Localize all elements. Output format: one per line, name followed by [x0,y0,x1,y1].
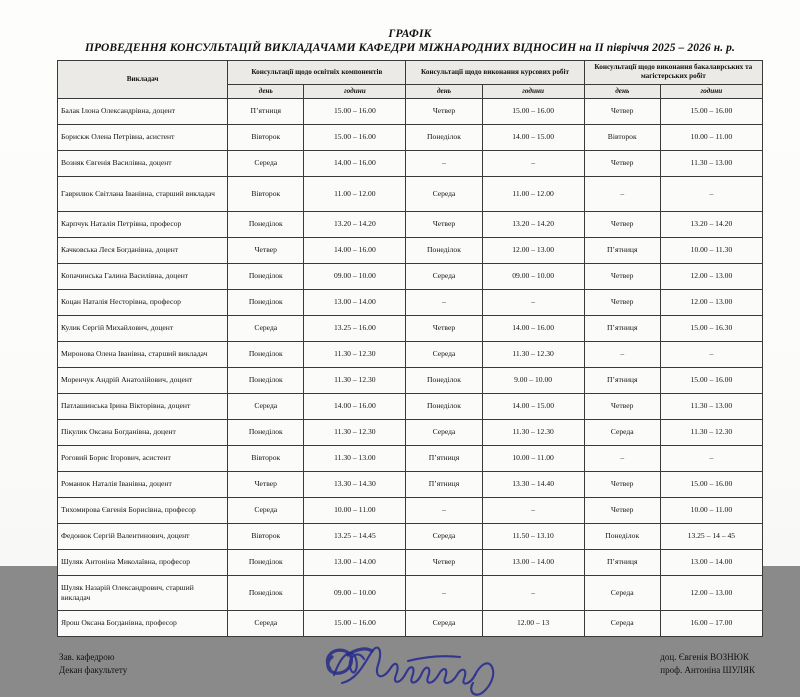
footer-signatories [660,651,755,678]
cell-oc-day: Понеділок [228,263,304,289]
table-row [58,315,763,341]
cell-oc-hours: 11.30 – 13.00 [304,445,406,471]
cell-oc-day: Вівторок [228,176,304,211]
column-header-bachelor-master-theses: Консультації щодо виконання бакалаврських та магістерських робіт [584,61,762,84]
footer-signatory-head: доц. Євгенія ВОЗНЮК [660,651,749,662]
cell-th-day: Четвер [584,497,660,523]
cell-th-hours: 15.00 – 16.00 [660,98,762,124]
cell-oc-hours: 13.30 – 14.30 [304,471,406,497]
cell-oc-day: Четвер [228,237,304,263]
column-header-coursework: Консультації щодо виконання курсових робіт [406,61,584,84]
cell-oc-day: Четвер [228,471,304,497]
cell-cw-hours: 9.00 – 10.00 [482,367,584,393]
table-row [58,367,763,393]
cell-oc-day: Середа [228,150,304,176]
cell-cw-day: Понеділок [406,124,482,150]
table-row [58,549,763,575]
cell-teacher-name: Гаврилюк Світлана Іванівна, старший викладач [58,176,228,211]
cell-oc-hours: 15.00 – 16.00 [304,124,406,150]
table-row [58,610,763,636]
footer-roles [59,651,127,678]
cell-cw-hours: 12.00 – 13 [482,610,584,636]
cell-th-hours: – [660,445,762,471]
table-row [58,98,763,124]
subcolumn-header-day-oc: день [228,84,304,98]
cell-th-hours: 11.30 – 13.00 [660,393,762,419]
cell-teacher-name: Балак Ілона Олександрівна, доцент [58,98,228,124]
cell-teacher-name: Карпчук Наталія Петрівна, професор [58,211,228,237]
cell-oc-hours: 14.00 – 16.00 [304,237,406,263]
table-row [58,124,763,150]
cell-oc-day: Понеділок [228,289,304,315]
cell-th-day: Середа [584,419,660,445]
cell-cw-hours: – [482,289,584,315]
cell-th-hours: 15.00 – 16.30 [660,315,762,341]
cell-oc-hours: 10.00 – 11.00 [304,497,406,523]
cell-th-hours: 11.30 – 12.30 [660,419,762,445]
cell-cw-day: – [406,575,482,610]
cell-teacher-name: Пікулик Оксана Богданівна, доцент [58,419,228,445]
cell-th-hours: 10.00 – 11.00 [660,497,762,523]
table-row [58,237,763,263]
cell-cw-day: Понеділок [406,367,482,393]
cell-oc-day: Понеділок [228,419,304,445]
subcolumn-header-hours-oc: години [304,84,406,98]
cell-th-day: Середа [584,610,660,636]
cell-cw-hours: 13.20 – 14.20 [482,211,584,237]
cell-oc-hours: 11.00 – 12.00 [304,176,406,211]
document-title-block [57,28,763,55]
cell-teacher-name: Федонюк Сергій Валентинович, доцент [58,523,228,549]
cell-th-hours: 12.00 – 13.00 [660,289,762,315]
cell-th-hours: 16.00 – 17.00 [660,610,762,636]
cell-th-day: Вівторок [584,124,660,150]
cell-oc-hours: 09.00 – 10.00 [304,575,406,610]
cell-oc-day: П’ятниця [228,98,304,124]
cell-oc-day: Середа [228,393,304,419]
consultation-schedule-table [57,60,763,637]
cell-oc-day: Вівторок [228,523,304,549]
table-row [58,445,763,471]
document-title-subtitle: ПРОВЕДЕННЯ КОНСУЛЬТАЦІЙ ВИКЛАДАЧАМИ КАФЕДРИ МІЖНАРОДНИХ ВІДНОСИН на ІІ півріччя 2025 – 2026 н. р. [84,41,735,54]
cell-cw-hours: 11.30 – 12.30 [482,341,584,367]
cell-th-hours: 13.00 – 14.00 [660,549,762,575]
cell-cw-hours: 13.30 – 14.40 [482,471,584,497]
cell-th-day: – [584,176,660,211]
cell-teacher-name: Коцан Наталія Несторівна, професор [58,289,228,315]
cell-th-day: – [584,445,660,471]
cell-teacher-name: Патлашинська Ірина Вікторівна, доцент [58,393,228,419]
cell-cw-hours: – [482,150,584,176]
cell-th-hours: 10.00 – 11.30 [660,237,762,263]
cell-cw-day: Середа [406,419,482,445]
table-row [58,176,763,211]
document-title-main: ГРАФІК [388,28,432,40]
table-header [58,61,763,99]
cell-cw-day: – [406,497,482,523]
cell-teacher-name: Шуляк Назарій Олександрович, старший викладач [58,575,228,610]
cell-cw-hours: – [482,575,584,610]
cell-th-hours: 13.25 – 14 – 45 [660,523,762,549]
cell-cw-day: П’ятниця [406,445,482,471]
cell-oc-day: Понеділок [228,549,304,575]
cell-teacher-name: Борискж Олена Петрівна, асистент [58,124,228,150]
cell-teacher-name: Качковська Леся Богданівна, доцент [58,237,228,263]
cell-cw-hours: 10.00 – 11.00 [482,445,584,471]
table-row [58,263,763,289]
cell-cw-day: Середа [406,610,482,636]
cell-cw-hours: 14.00 – 15.00 [482,124,584,150]
cell-oc-day: Середа [228,610,304,636]
cell-oc-hours: 11.30 – 12.30 [304,341,406,367]
cell-oc-hours: 11.30 – 12.30 [304,419,406,445]
cell-cw-hours: 12.00 – 13.00 [482,237,584,263]
cell-oc-day: Вівторок [228,124,304,150]
cell-cw-hours: 14.00 – 15.00 [482,393,584,419]
cell-cw-day: Четвер [406,315,482,341]
cell-teacher-name: Ярош Оксана Богданівна, професор [58,610,228,636]
cell-th-day: Четвер [584,98,660,124]
cell-oc-day: Понеділок [228,341,304,367]
cell-teacher-name: Возняк Євгенія Василівна, доцент [58,150,228,176]
table-header-row-groups [58,61,763,84]
cell-th-hours: 12.00 – 13.00 [660,575,762,610]
subcolumn-header-day-cw: день [406,84,482,98]
subcolumn-header-hours-cw: години [482,84,584,98]
cell-th-day: Четвер [584,150,660,176]
cell-oc-hours: 13.25 – 16.00 [304,315,406,341]
cell-cw-hours: 09.00 – 10.00 [482,263,584,289]
cell-oc-hours: 15.00 – 16.00 [304,98,406,124]
document-content [57,28,763,697]
cell-cw-day: – [406,150,482,176]
cell-cw-day: Четвер [406,549,482,575]
column-header-teacher: Викладач [58,61,228,99]
cell-cw-day: Понеділок [406,237,482,263]
column-header-educational-components: Консультації щодо освітніх компонентів [228,61,406,84]
cell-th-day: Четвер [584,263,660,289]
cell-oc-hours: 14.00 – 16.00 [304,150,406,176]
cell-th-day: Четвер [584,289,660,315]
table-row [58,523,763,549]
cell-teacher-name: Копачинська Галина Василівна, доцент [58,263,228,289]
cell-th-hours: 12.00 – 13.00 [660,263,762,289]
table-row [58,150,763,176]
cell-oc-hours: 13.25 – 14.45 [304,523,406,549]
cell-cw-hours: 11.00 – 12.00 [482,176,584,211]
cell-th-day: Понеділок [584,523,660,549]
table-row [58,575,763,610]
cell-cw-hours: 11.30 – 12.30 [482,419,584,445]
cell-teacher-name: Тихомирова Євгенія Борисівна, професор [58,497,228,523]
cell-th-hours: 15.00 – 16.00 [660,471,762,497]
cell-th-hours: – [660,176,762,211]
cell-th-day: Четвер [584,471,660,497]
cell-oc-hours: 14.00 – 16.00 [304,393,406,419]
cell-th-day: Середа [584,575,660,610]
cell-teacher-name: Романюк Наталія Іванівна, доцент [58,471,228,497]
table-row [58,497,763,523]
cell-oc-day: Понеділок [228,367,304,393]
cell-oc-day: Вівторок [228,445,304,471]
footer-role-head-of-department: Зав. кафедрою [59,651,115,662]
cell-cw-day: Середа [406,341,482,367]
cell-th-day: П’ятниця [584,315,660,341]
table-row [58,393,763,419]
cell-oc-hours: 09.00 – 10.00 [304,263,406,289]
cell-cw-day: Четвер [406,98,482,124]
cell-cw-day: Середа [406,263,482,289]
cell-teacher-name: Моренчук Андрій Анатолійович, доцент [58,367,228,393]
cell-teacher-name: Шуляк Антоніна Миколаївна, професор [58,549,228,575]
cell-th-hours: 11.30 – 13.00 [660,150,762,176]
cell-cw-day: Середа [406,523,482,549]
cell-cw-day: П’ятниця [406,471,482,497]
cell-teacher-name: Миронова Олена Іванівна, старший викладач [58,341,228,367]
cell-oc-day: Середа [228,315,304,341]
cell-cw-day: Четвер [406,211,482,237]
cell-th-hours: – [660,341,762,367]
table-row [58,211,763,237]
footer-signatory-dean: проф. Антоніна ШУЛЯК [660,665,755,676]
cell-th-hours: 15.00 – 16.00 [660,367,762,393]
cell-cw-hours: 14.00 – 16.00 [482,315,584,341]
table-row [58,419,763,445]
cell-th-day: П’ятниця [584,367,660,393]
cell-oc-hours: 13.00 – 14.00 [304,289,406,315]
cell-oc-hours: 15.00 – 16.00 [304,610,406,636]
subcolumn-header-hours-th: години [660,84,762,98]
table-row [58,289,763,315]
cell-oc-day: Понеділок [228,211,304,237]
footer-role-dean: Декан факультету [59,665,128,676]
table-row [58,341,763,367]
cell-oc-hours: 13.20 – 14.20 [304,211,406,237]
cell-th-hours: 13.20 – 14.20 [660,211,762,237]
cell-th-day: П’ятниця [584,237,660,263]
subcolumn-header-day-th: день [584,84,660,98]
cell-cw-hours: 11.50 – 13.10 [482,523,584,549]
cell-th-day: Четвер [584,393,660,419]
cell-oc-hours: 13.00 – 14.00 [304,549,406,575]
cell-oc-hours: 11.30 – 12.30 [304,367,406,393]
cell-cw-hours: – [482,497,584,523]
cell-oc-day: Середа [228,497,304,523]
cell-th-day: П’ятниця [584,549,660,575]
cell-cw-hours: 13.00 – 14.00 [482,549,584,575]
cell-cw-day: Середа [406,176,482,211]
table-row [58,471,763,497]
cell-cw-hours: 15.00 – 16.00 [482,98,584,124]
document-footer [57,651,763,697]
cell-cw-day: – [406,289,482,315]
cell-cw-day: Понеділок [406,393,482,419]
table-body [58,98,763,636]
cell-th-day: Четвер [584,211,660,237]
cell-teacher-name: Кулик Сергій Михайлович, доцент [58,315,228,341]
cell-oc-day: Понеділок [228,575,304,610]
handwritten-signature [312,639,552,697]
cell-th-day: – [584,341,660,367]
cell-teacher-name: Роговий Борис Ігорович, асистент [58,445,228,471]
cell-th-hours: 10.00 – 11.00 [660,124,762,150]
